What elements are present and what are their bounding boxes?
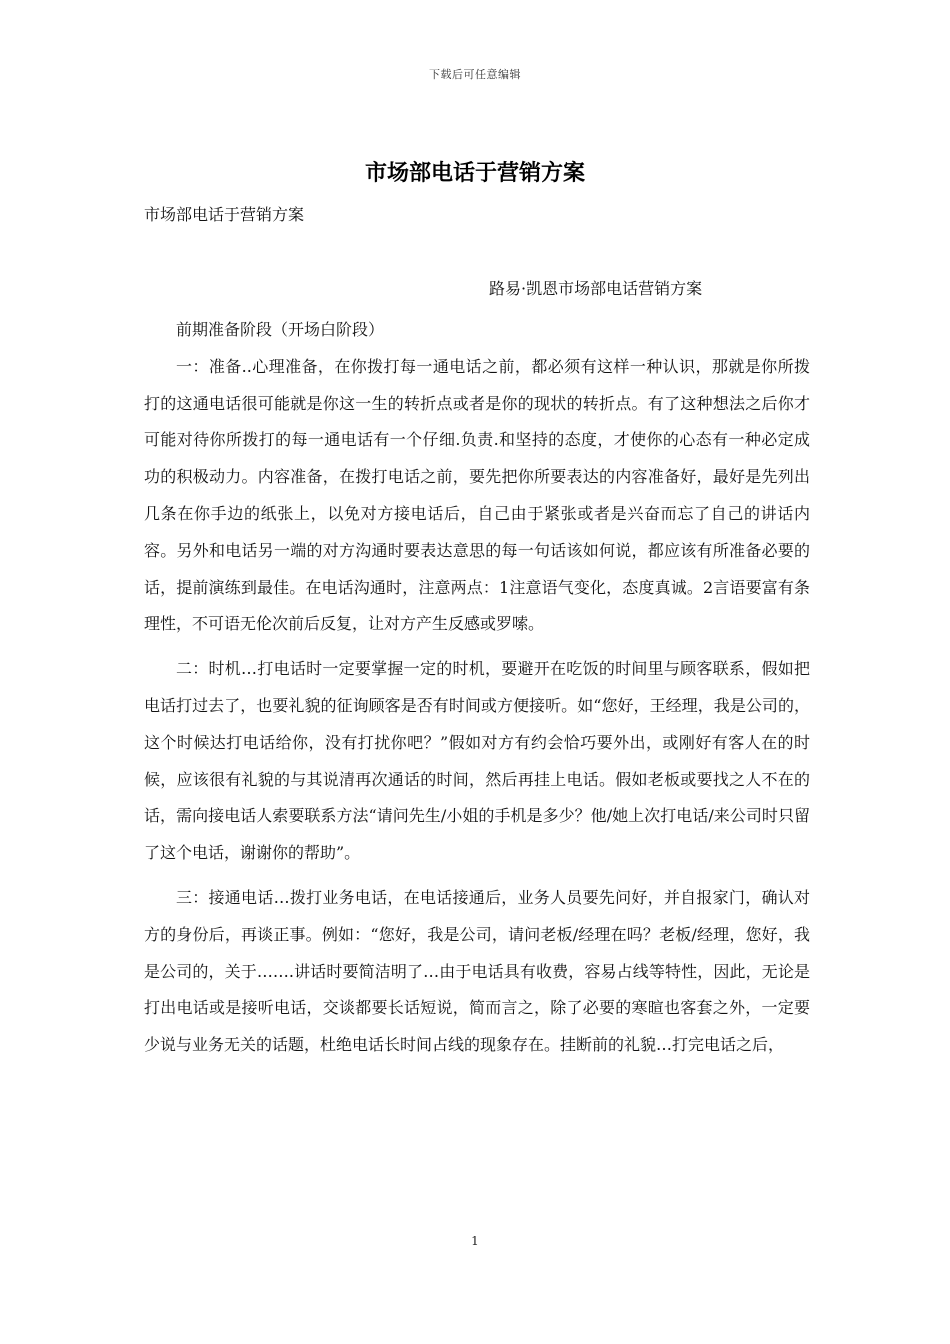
document-title: 市场部电话于营销方案	[364, 160, 585, 186]
paragraph-preparation: 一：准备..心理准备，在你拨打每一通电话之前，都必须有这样一种认识，那就是你所拨打的这通电话很可能就是你这一生的转折点或者是你的现状的转折点。有了这种想法之后你才可能对待你所拨打的每一通电话有一个仔细.负责.和坚持的态度，才使你的心态有一种必定成功的积极动力。内容准备，在拨打电话之前，要先把你所要表达的内容准备好，最好是先列出几条在你手边的纸张上，以免对方接电话后，自己由于紧张或者是兴奋而忘了自己的讲话内容。另外和电话另一端的对方沟通时要表达意思的每一句话该如何说，都应该有所准备必要的话，提前演练到最佳。在电话沟通时，注意两点：1注意语气变化，态度真诚。2言语要富有条理性，不可语无伦次前后反复，让对方产生反感或罗嗦。	[144, 356, 810, 634]
author-line: 路易·凯恩市场部电话营销方案	[489, 279, 703, 298]
section-heading: 前期准备阶段（开场白阶段）	[176, 320, 385, 339]
document-subtitle: 市场部电话于营销方案	[144, 205, 305, 224]
document-body	[144, 312, 810, 1064]
paragraph-timing: 二：时机…打电话时一定要掌握一定的时机，要避开在吃饭的时间里与顾客联系，假如把电话打过去了，也要礼貌的征询顾客是否有时间或方便接听。如“您好，王经理，我是公司的，这个时候达打电话给你，没有打扰你吧？”假如对方有约会恰巧要外出，或刚好有客人在的时候，应该很有礼貌的与其说清再次通话的时间，然后再挂上电话。假如老板或要找之人不在的话，需向接电话人索要联系方法“请问先生/小姐的手机是多少？他/她上次打电话/来公司时只留了这个电话，谢谢你的帮助”。	[144, 659, 810, 863]
paragraph-connecting: 三：接通电话…拨打业务电话，在电话接通后，业务人员要先问好，并自报家门，确认对方的身份后，再谈正事。例如：“您好，我是公司，请问老板/经理在吗？老板/经理，您好，我是公司的，关于…….讲话时要简洁明了…由于电话具有收费，容易占线等特性，因此，无论是打出电话或是接听电话，交谈都要长话短说，简而言之，除了必要的寒暄也客套之外，一定要少说与业务无关的话题，杜绝电话长时间占线的现象存在。挂断前的礼貌…打完电话之后，	[144, 887, 810, 1055]
page-number: 1	[471, 1234, 479, 1248]
header-note: 下载后可任意编辑	[429, 68, 521, 81]
